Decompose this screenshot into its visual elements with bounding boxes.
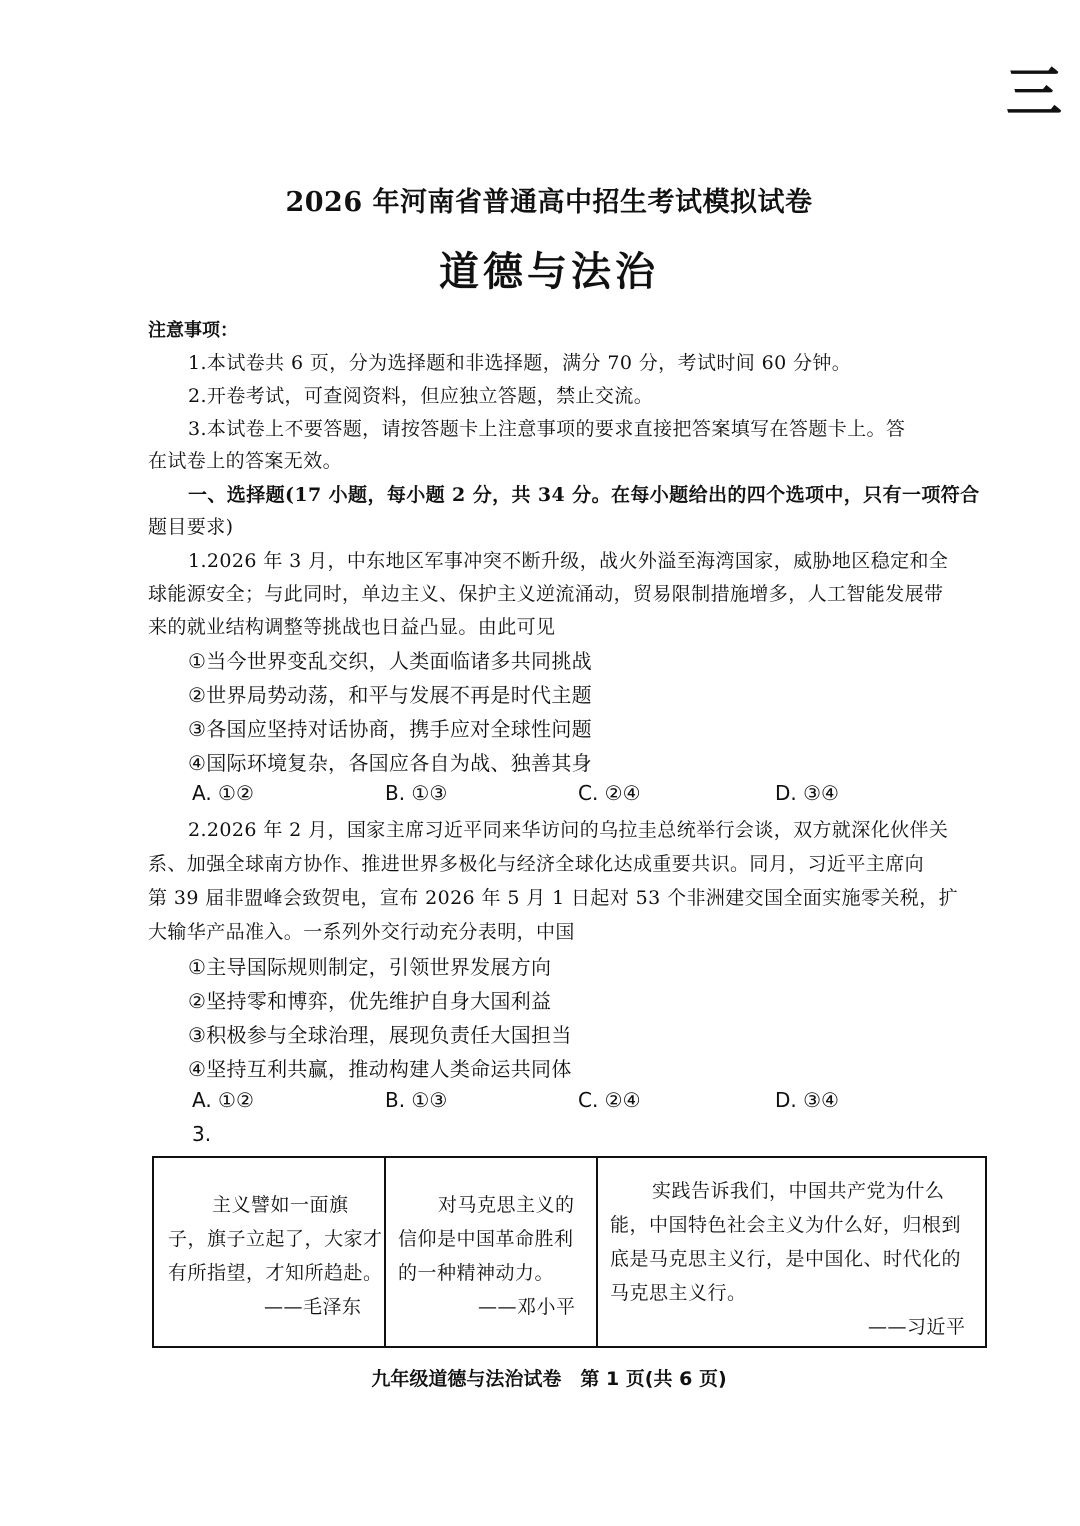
section-header: 一、选择题(17 小题，每小题 2 分，共 34 分。在每小题给出的四个选项中，只有一项符合 <box>188 484 980 506</box>
quote-line: 马克思主义行。 <box>610 1282 747 1304</box>
question-1-option: ②世界局势动荡，和平与发展不再是时代主题 <box>188 683 592 707</box>
question-2-choice-b: B. ①③ <box>385 1088 448 1112</box>
question-3-number: 3. <box>192 1122 212 1146</box>
question-2-stem: 第 39 届非盟峰会致贺电，宣布 2026 年 5 月 1 日起对 53 个非洲建交国全面实施零关税，扩 <box>148 887 959 909</box>
quote-line: 实践告诉我们，中国共产党为什么 <box>652 1180 945 1202</box>
question-2-option: ④坚持互利共赢，推动构建人类命运共同体 <box>188 1057 572 1081</box>
quote-line: 的一种精神动力。 <box>398 1262 555 1284</box>
question-1-option: ①当今世界变乱交织，人类面临诸多共同挑战 <box>188 649 592 673</box>
quote-line: 信仰是中国革命胜利 <box>398 1228 574 1250</box>
question-2-option: ①主导国际规则制定，引领世界发展方向 <box>188 955 552 979</box>
question-1-choice-d: D. ③④ <box>775 781 839 805</box>
quote-cell-deng <box>386 1158 598 1346</box>
quote-line: 子，旗子立起了，大家才 <box>168 1228 383 1250</box>
question-2-choice-c: C. ②④ <box>578 1088 641 1112</box>
question-1-choice-a: A. ①② <box>192 781 254 805</box>
quote-author: ——毛泽东 <box>264 1296 362 1318</box>
quote-cell-xi <box>598 1158 985 1346</box>
question-1-choice-c: C. ②④ <box>578 781 641 805</box>
page-marker: 三 <box>1006 61 1062 126</box>
exam-title: 2026 年河南省普通高中招生考试模拟试卷 <box>285 187 813 218</box>
quote-cell-mao <box>154 1158 386 1346</box>
subject-title: 道德与法治 <box>439 249 659 295</box>
question-2-option: ③积极参与全球治理，展现负责任大国担当 <box>188 1023 572 1047</box>
question-1-stem: 来的就业结构调整等挑战也日益凸显。由此可见 <box>148 616 556 638</box>
question-1-stem: 球能源安全；与此同时，单边主义、保护主义逆流涌动，贸易限制措施增多，人工智能发展带 <box>148 583 944 605</box>
question-2-choice-d: D. ③④ <box>775 1088 839 1112</box>
question-1-option: ③各国应坚持对话协商，携手应对全球性问题 <box>188 717 592 741</box>
question-2-stem: 大输华产品准入。一系列外交行动充分表明，中国 <box>148 921 575 943</box>
quote-line: 底是马克思主义行，是中国化、时代化的 <box>610 1248 962 1270</box>
notes-heading: 注意事项： <box>148 320 238 341</box>
quote-table <box>152 1156 987 1348</box>
question-1-stem: 1.2026 年 3 月，中东地区军事冲突不断升级，战火外溢至海湾国家，威胁地区稳定和全 <box>188 550 949 572</box>
question-2-stem: 系、加强全球南方协作、推进世界多极化与经济全球化达成重要共识。同月，习近平主席向 <box>148 853 925 875</box>
note-item: 3.本试卷上不要答题，请按答题卡上注意事项的要求直接把答案填写在答题卡上。答 <box>188 418 906 440</box>
quote-line: 有所指望，才知所趋赴。 <box>168 1262 383 1284</box>
quote-author: ——习近平 <box>868 1316 966 1338</box>
quote-line: 能，中国特色社会主义为什么好，归根到 <box>610 1214 962 1236</box>
question-2-choice-a: A. ①② <box>192 1088 254 1112</box>
question-2-option: ②坚持零和博弈，优先维护自身大国利益 <box>188 989 552 1013</box>
quote-author: ——邓小平 <box>478 1296 576 1318</box>
quote-line: 主义譬如一面旗 <box>212 1194 349 1216</box>
question-1-option: ④国际环境复杂，各国应各自为战、独善其身 <box>188 751 592 775</box>
note-item-continued: 在试卷上的答案无效。 <box>148 450 343 472</box>
question-1-choice-b: B. ①③ <box>385 781 448 805</box>
quote-line: 对马克思主义的 <box>438 1194 575 1216</box>
note-item: 2.开卷考试，可查阅资料，但应独立答题，禁止交流。 <box>188 385 654 407</box>
section-header-continued: 题目要求) <box>148 516 234 538</box>
note-item: 1.本试卷共 6 页，分为选择题和非选择题，满分 70 分，考试时间 60 分钟。 <box>188 352 852 374</box>
question-2-stem: 2.2026 年 2 月，国家主席习近平同来华访问的乌拉圭总统举行会谈，双方就深化伙伴关 <box>188 819 949 841</box>
page-footer: 九年级道德与法治试卷 第 1 页(共 6 页) <box>371 1368 727 1390</box>
